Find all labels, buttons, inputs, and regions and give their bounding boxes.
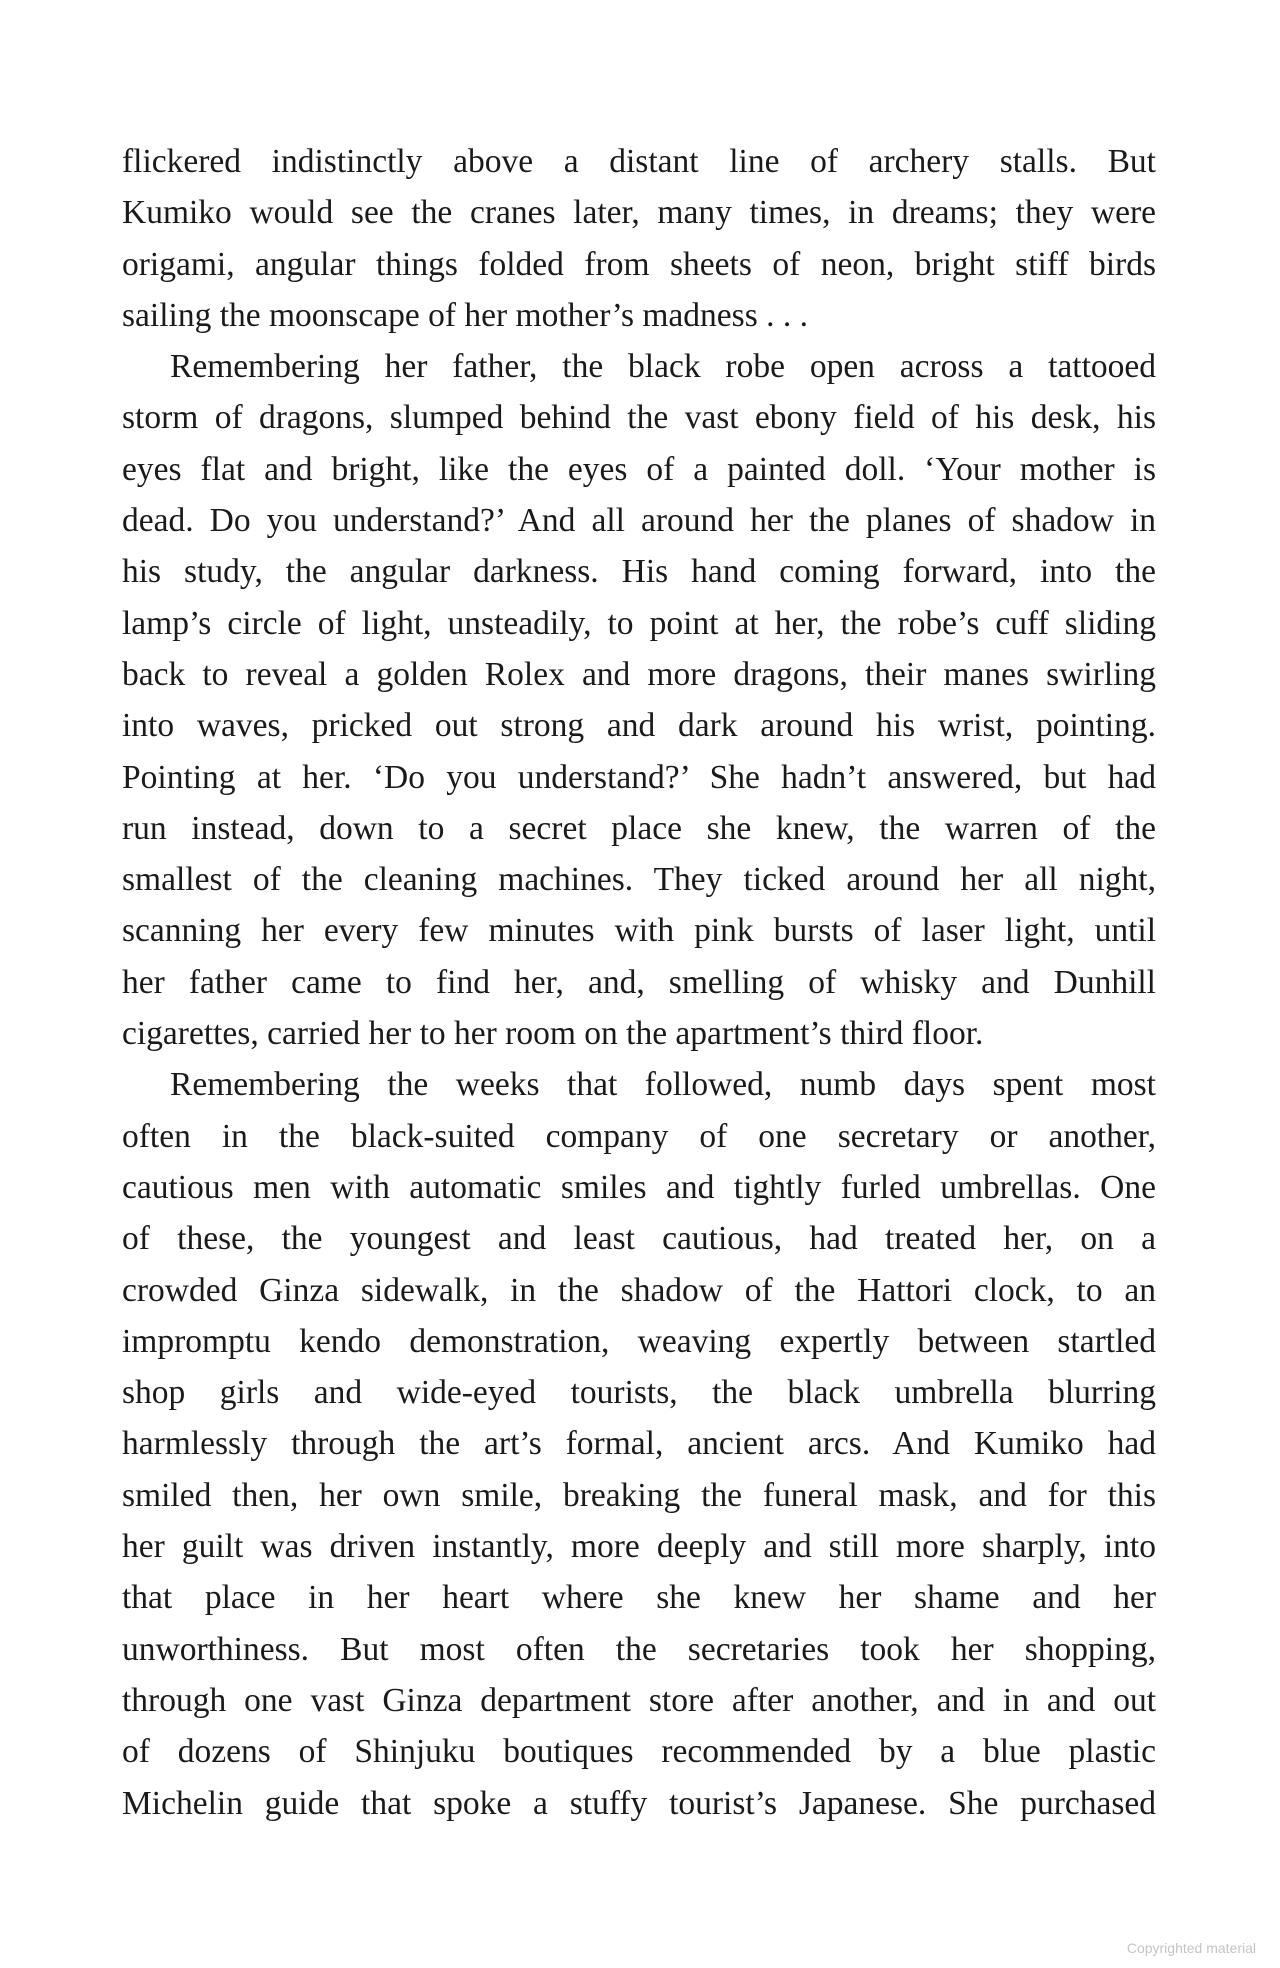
text-line: cautious men with automatic smiles and tightly furled umbrellas. One xyxy=(122,1168,1156,1206)
text-line: smallest of the cleaning machines. They ticked around her all night, xyxy=(122,861,1156,899)
text-line: Remembering her father, the black robe open across a tattooed xyxy=(170,348,1156,386)
text-line: lamp’s circle of light, unsteadily, to point at her, the robe’s cuff sliding xyxy=(122,604,1156,642)
text-line: flickered indistinctly above a distant line of archery stalls. But xyxy=(122,143,1156,180)
text-line: Kumiko would see the cranes later, many times, in dreams; they were xyxy=(122,194,1156,232)
text-line: into waves, pricked out strong and dark around his wrist, pointing. xyxy=(122,707,1156,745)
paragraph-1 xyxy=(122,136,1156,341)
text-line: shop girls and wide-eyed tourists, the black umbrella blurring xyxy=(122,1374,1156,1412)
text-line: her father came to find her, and, smelling of whisky and Dunhill xyxy=(122,963,1156,1001)
paragraph-2 xyxy=(122,341,1156,1059)
text-line: of dozens of Shinjuku boutiques recommended by a blue plastic xyxy=(122,1733,1156,1771)
text-line: Pointing at her. ‘Do you understand?’ She hadn’t answered, but had xyxy=(122,758,1156,796)
text-line: Remembering the weeks that followed, numb days spent most xyxy=(170,1066,1156,1104)
text-line: her guilt was driven instantly, more deeply and still more sharply, into xyxy=(122,1528,1156,1566)
text-line: of these, the youngest and least cautious, had treated her, on a xyxy=(122,1220,1156,1258)
text-line: scanning her every few minutes with pink bursts of laser light, until xyxy=(122,912,1156,950)
text-line: harmlessly through the art’s formal, ancient arcs. And Kumiko had xyxy=(122,1425,1156,1463)
text-line: often in the black-suited company of one secretary or another, xyxy=(122,1117,1156,1155)
text-line: his study, the angular darkness. His hand coming forward, into the xyxy=(122,553,1156,591)
copyright-watermark: Copyrighted material xyxy=(1126,1940,1256,1956)
text-line: dead. Do you understand?’ And all around her the planes of shadow in xyxy=(122,502,1156,540)
text-line: impromptu kendo demonstration, weaving expertly between startled xyxy=(122,1322,1156,1360)
text-line: through one vast Ginza department store after another, and in and out xyxy=(122,1681,1156,1719)
text-line: sailing the moonscape of her mother’s madness . . . xyxy=(122,296,808,334)
text-line: run instead, down to a secret place she knew, the warren of the xyxy=(122,809,1156,847)
book-page-body xyxy=(122,136,1156,1829)
text-line: smiled then, her own smile, breaking the funeral mask, and for this xyxy=(122,1476,1156,1514)
text-line: unworthiness. But most often the secretaries took her shopping, xyxy=(122,1630,1156,1668)
text-line: eyes flat and bright, like the eyes of a painted doll. ‘Your mother is xyxy=(122,450,1156,488)
text-line: storm of dragons, slumped behind the vast ebony field of his desk, his xyxy=(122,399,1156,437)
text-line: Michelin guide that spoke a stuffy tourist’s Japanese. She purchased xyxy=(122,1784,1156,1822)
text-line: cigarettes, carried her to her room on the apartment’s third floor. xyxy=(122,1015,984,1053)
text-line: back to reveal a golden Rolex and more dragons, their manes swirling xyxy=(122,655,1156,693)
text-line: crowded Ginza sidewalk, in the shadow of the Hattori clock, to an xyxy=(122,1271,1156,1309)
paragraph-3 xyxy=(122,1059,1156,1828)
text-line: origami, angular things folded from sheets of neon, bright stiff birds xyxy=(122,245,1156,283)
text-line: that place in her heart where she knew her shame and her xyxy=(122,1579,1156,1617)
